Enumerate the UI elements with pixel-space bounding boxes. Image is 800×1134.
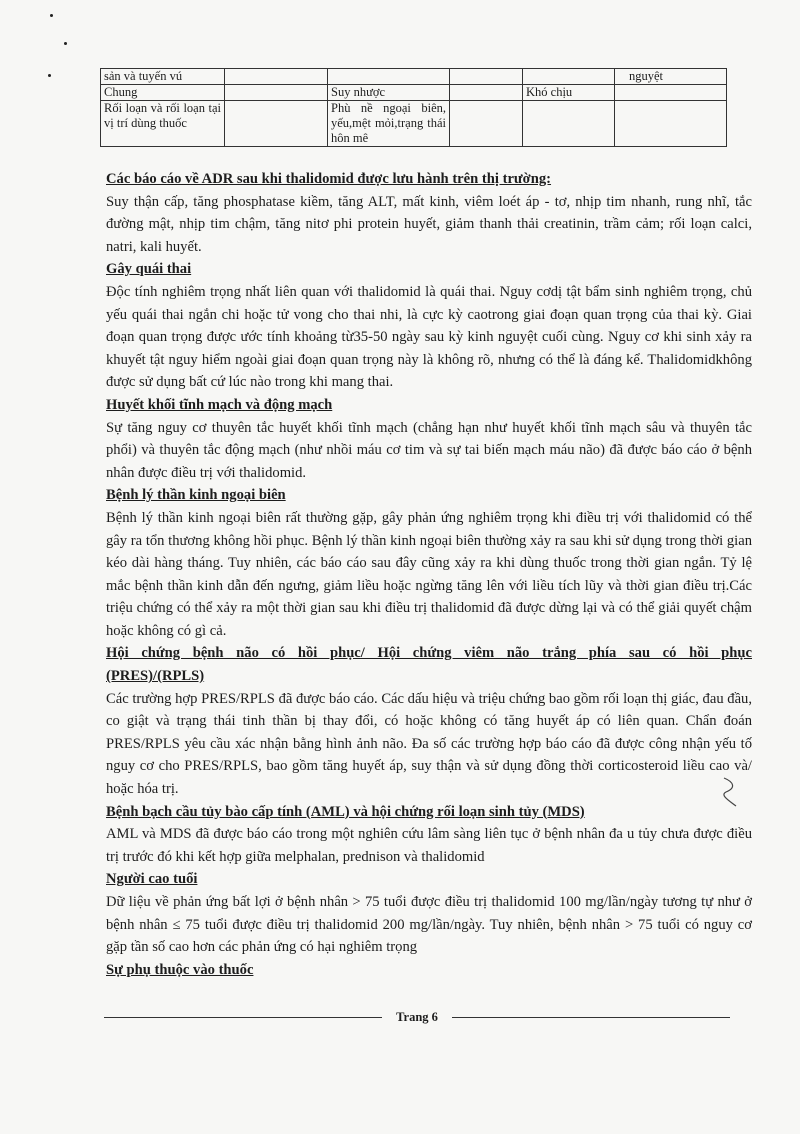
table-cell [450,85,523,101]
scan-speck [48,74,51,77]
table-cell [450,101,523,147]
adr-table [100,68,727,147]
table-cell: Phù nề ngoại biên, yếu,mệt mỏi,trạng thái hôn mê [328,101,450,147]
table-cell [225,69,328,85]
footer-rule-right [452,1017,730,1018]
table-cell [523,69,615,85]
section-body: Bệnh lý thần kinh ngoại biên rất thường gặp, gây phản ứng nghiêm trọng khi điều trị với thalidomid có thể gây ra tổn thương không hồi phục. Bệnh lý thần kinh ngoại biên thường xảy ra sau khi sử dụng trong thời gian kéo dài hàng tháng. Tuy nhiên, các báo cáo sau đây cũng xảy ra khi dùng thuốc trong thời gian ngắn. Tỷ lệ mắc bệnh thần kinh dẫn đến ngưng, giảm liều hoặc ngừng tăng lên với liều tích lũy và thời gian điều trị.Các triệu chứng có thể xảy ra một thời gian sau khi điều trị thalidomid đã được dừng lại và có thể giải quyết chậm hoặc không có gì cả. [106,509,752,639]
section-body: Sự tăng nguy cơ thuyên tắc huyết khối tĩnh mạch (chẳng hạn như huyết khối tĩnh mạch sâu và thuyên tắc phổi) và thuyên tắc động mạch (như nhồi máu cơ tim và sự tai biến mạch máu não) đã được báo cáo ở bệnh nhân được điều trị với thalidomid. [106,419,752,481]
table-row [101,69,727,85]
section-heading: Gây quái thai [106,261,192,278]
pen-mark [714,776,744,810]
table-cell [225,85,328,101]
table-cell [615,101,727,147]
page-footer [104,1007,730,1027]
section-heading-continued: (PRES)/(RPLS) [106,668,205,685]
table-row [101,101,727,147]
scan-speck [64,42,67,45]
section-body: Dữ liệu về phản ứng bất lợi ở bệnh nhân > 75 tuổi được điều trị thalidomid 100 mg/lần/ngày tương tự như ở bệnh nhân ≤ 75 tuổi được điều trị thalidomid 200 mg/lần/ngày. Tuy nhiên, bệnh nhân > 75 tuổi có nguy cơ gặp tần số cao hơn các phản ứng có hại nghiêm trọng [106,894,752,956]
section-body: Suy thận cấp, tăng phosphatase kiềm, tăng ALT, mất kinh, viêm loét áp - tơ, nhịp tim nhanh, rung nhĩ, tắc đường mật, nhịp tim chậm, tăng nitơ phi protein huyết, giảm thanh thải creatinin, trầm cảm; rối loạn calci, natri, kali huyết. [106,193,752,255]
section-heading: Hội chứng bệnh não có hồi phục/ Hội chứng viêm não trắng phía sau có hồi phục [106,645,752,662]
section-body: AML và MDS đã được báo cáo trong một nghiên cứu lâm sàng liên tục ở bệnh nhân đa u tủy chưa được điều trị trước đó khi kết hợp giữa melphalan, prednison và thalidomid [106,826,752,865]
section-body: Độc tính nghiêm trọng nhất liên quan với thalidomid là quái thai. Nguy cơdị tật bẩm sinh nghiêm trọng, chủ yếu quái thai ngắn chi hoặc tử vong cho thai nhi, là cực kỳ caotrong giai đoạn quan trọng của thai kỳ. Giai đoạn quan trọng được ước tính khoảng từ35-50 ngày sau kỳ kinh nguyệt cuối cùng. Nguy cơ khi sinh xảy ra khuyết tật nguy hiểm ngoài giai đoạn quan trọng này là không rõ, nhưng có thể là đáng kể. Thalidomidkhông được sử dụng bất cứ lúc nào trong khi mang thai. [106,283,752,391]
page-number: Trang 6 [396,1009,438,1024]
section-heading: Sự phụ thuộc vào thuốc [106,961,254,978]
scan-speck [50,14,53,17]
table-cell [523,101,615,147]
footer-rule-left [104,1017,382,1018]
table-cell: nguyệt [615,69,727,85]
table-cell [450,69,523,85]
table-cell [328,69,450,85]
section-heading: Bệnh lý thần kinh ngoại biên [106,487,286,504]
section-heading: Người cao tuổi [106,871,198,888]
section-heading: Huyết khối tĩnh mạch và động mạch [106,396,333,413]
table-cell: Suy nhược [328,85,450,101]
table-cell: Chung [101,85,225,101]
section-heading: Các báo cáo về ADR sau khi thalidomid được lưu hành trên thị trường: [106,171,552,187]
table-cell: sản và tuyến vú [101,69,225,85]
table-cell: Rối loạn và rối loạn tại vị trí dùng thuốc [101,101,225,147]
section-body: Các trường hợp PRES/RPLS đã được báo cáo. Các dấu hiệu và triệu chứng bao gồm rối loạn thị giác, đau đầu, co giật và trạng thái tinh thần bị thay đổi, có hoặc không có tăng huyết áp có liên quan. Chẩn đoán PRES/RPLS yêu cầu xác nhận bằng hình ảnh não. Đa số các trường hợp báo cáo đã được công nhận yếu tố nguy cơ cho PRES/RPLS, bao gồm tăng huyết áp, suy thận và sử dụng đồng thời corticosteroid liều cao và/ hoặc hóa trị. [106,690,752,798]
document-body [106,168,752,981]
table-cell [615,85,727,101]
table-row [101,85,727,101]
section-heading: Bệnh bạch cầu tủy bào cấp tính (AML) và hội chứng rối loạn sinh tủy (MDS) [106,803,585,820]
table-cell [225,101,328,147]
table-cell: Khó chịu [523,85,615,101]
